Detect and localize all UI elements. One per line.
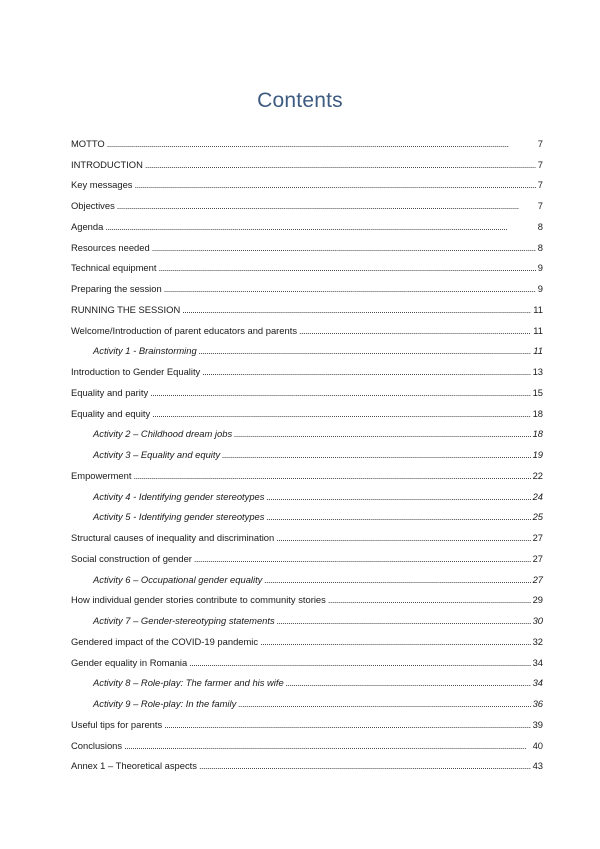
toc-page-number: 18 — [532, 407, 543, 419]
dot-leader — [152, 242, 536, 254]
dot-leader — [260, 636, 530, 648]
dot-leader — [202, 366, 530, 378]
dot-leader — [194, 553, 531, 565]
toc-page-number: 24 — [532, 490, 543, 502]
dot-leader — [266, 511, 530, 523]
dot-leader — [164, 719, 530, 731]
dot-leader — [152, 408, 530, 420]
toc-entry-title: Social construction of gender — [71, 552, 192, 564]
toc-entry-title: Activity 5 - Identifying gender stereotypes — [93, 511, 265, 523]
dot-leader — [299, 325, 531, 337]
toc-entry-title: Activity 1 - Brainstorming — [93, 345, 197, 357]
dot-leader — [133, 470, 530, 482]
toc-entry-title: How individual gender stories contribute to community stories — [71, 594, 326, 606]
toc-entry[interactable] — [71, 399, 543, 420]
dot-leader — [199, 760, 531, 772]
toc-page-number: 36 — [532, 698, 543, 709]
toc-entry-title: Agenda — [71, 220, 104, 232]
toc-entry-title: Conclusions — [71, 739, 123, 751]
toc-entry-title: Useful tips for parents — [71, 718, 163, 730]
toc-page-number: 43 — [532, 760, 543, 772]
dot-leader — [266, 491, 530, 503]
toc-entry-title: Activity 9 – Role-play: In the family — [93, 698, 237, 709]
toc-page-number: 34 — [532, 677, 543, 689]
toc-entry[interactable] — [71, 150, 543, 171]
dot-leader — [182, 304, 531, 316]
page-title: Contents — [257, 89, 343, 112]
toc-entry[interactable] — [71, 752, 543, 773]
toc-page-number: 11 — [533, 345, 543, 357]
toc-entry[interactable] — [71, 233, 543, 254]
toc-subentry[interactable] — [71, 503, 543, 524]
toc-page-number: 19 — [532, 449, 543, 460]
toc-entry[interactable] — [71, 274, 543, 295]
dot-leader — [145, 159, 536, 171]
toc-entry-title: Annex 1 – Theoretical aspects — [71, 760, 197, 772]
toc-page-number: 40 — [532, 739, 543, 751]
toc-page-number: 8 — [537, 241, 543, 253]
dot-leader — [277, 615, 531, 627]
toc-entry-title: Activity 6 – Occupational gender equality — [93, 573, 263, 585]
toc-entry-title: Resources needed — [71, 241, 150, 253]
toc-page-number: 34 — [532, 656, 543, 668]
toc-entry[interactable] — [71, 171, 543, 192]
toc-entry-title: Gendered impact of the COVID-19 pandemic — [71, 635, 259, 647]
toc-entry-title: Activity 8 – Role-play: The farmer and his wife — [93, 677, 284, 689]
toc-page-number: 18 — [532, 428, 543, 440]
dot-leader — [189, 657, 530, 669]
toc-entry[interactable] — [71, 212, 543, 233]
toc-page-number: 13 — [532, 366, 543, 377]
dot-leader — [234, 428, 530, 440]
toc-page-number: 32 — [532, 635, 543, 647]
toc-page-number: 30 — [532, 615, 543, 626]
toc-entry-title: Activity 3 – Equality and equity — [93, 449, 221, 460]
toc-entry-title: MOTTO — [71, 137, 105, 149]
toc-page-number: 27 — [532, 573, 543, 585]
toc-entry[interactable] — [71, 648, 543, 669]
dot-leader — [238, 698, 530, 710]
toc-entry-title: RUNNING THE SESSION — [71, 303, 181, 315]
toc-page-number: 11 — [533, 324, 543, 336]
toc-entry-title: Activity 4 - Identifying gender stereotypes — [93, 490, 265, 502]
toc-subentry[interactable] — [71, 689, 543, 710]
toc-entry-title: Equality and equity — [71, 407, 151, 419]
dot-leader — [150, 387, 530, 399]
dot-leader — [164, 283, 536, 295]
toc-entry[interactable] — [71, 544, 543, 565]
dot-leader — [117, 200, 536, 212]
toc-entry[interactable] — [71, 357, 543, 378]
toc-entry[interactable] — [71, 731, 543, 752]
toc-entry-title: Equality and parity — [71, 386, 149, 398]
toc-subentry[interactable] — [71, 565, 543, 586]
toc-page-number: 29 — [532, 594, 543, 606]
toc-entry-title: Technical equipment — [71, 262, 157, 274]
dot-leader — [158, 262, 535, 274]
toc-page-number: 27 — [532, 552, 543, 564]
toc-subentry[interactable] — [71, 606, 543, 627]
dot-leader — [222, 449, 530, 461]
toc-entry-title: Welcome/Introduction of parent educators and parents — [71, 324, 298, 336]
dot-leader — [105, 221, 535, 233]
table-of-contents — [71, 129, 543, 772]
toc-subentry[interactable] — [71, 669, 543, 690]
toc-page-number: 7 — [537, 200, 543, 211]
dot-leader — [328, 594, 531, 606]
toc-entry-title: Empowerment — [71, 469, 132, 481]
dot-leader — [107, 138, 536, 150]
dot-leader — [286, 677, 531, 689]
toc-entry-title: Activity 2 – Childhood dream jobs — [93, 428, 233, 440]
toc-entry-title: Objectives — [71, 200, 115, 211]
toc-page-number: 11 — [533, 303, 543, 315]
toc-entry-title: Key messages — [71, 179, 133, 191]
dot-leader — [124, 740, 530, 752]
toc-entry[interactable] — [71, 378, 543, 399]
toc-entry-title: Introduction to Gender Equality — [71, 366, 201, 377]
toc-entry-title: Structural causes of inequality and discrimination — [71, 532, 275, 543]
toc-entry[interactable] — [71, 523, 543, 544]
toc-subentry[interactable] — [71, 420, 543, 441]
dot-leader — [276, 532, 530, 544]
dot-leader — [264, 574, 530, 586]
toc-page-number: 15 — [532, 386, 543, 398]
toc-subentry[interactable] — [71, 337, 543, 358]
toc-page-number: 7 — [537, 158, 543, 170]
toc-entry-title: Activity 7 – Gender-stereotyping statements — [93, 615, 275, 626]
toc-entry[interactable] — [71, 316, 543, 337]
toc-page-number: 7 — [537, 137, 543, 149]
toc-page-number: 9 — [537, 262, 543, 274]
toc-entry[interactable] — [71, 191, 543, 212]
toc-entry[interactable] — [71, 461, 543, 482]
toc-page-number: 9 — [537, 283, 543, 294]
toc-entry[interactable] — [71, 254, 543, 275]
toc-entry[interactable] — [71, 710, 543, 731]
toc-entry[interactable] — [71, 295, 543, 316]
toc-page-number: 39 — [532, 718, 543, 730]
toc-entry-title: INTRODUCTION — [71, 158, 143, 170]
toc-subentry[interactable] — [71, 440, 543, 461]
toc-entry[interactable] — [71, 586, 543, 607]
toc-page-number: 27 — [532, 532, 543, 543]
toc-entry[interactable] — [71, 129, 543, 150]
toc-page-number: 8 — [537, 220, 543, 232]
toc-subentry[interactable] — [71, 482, 543, 503]
dot-leader — [135, 179, 536, 191]
toc-entry[interactable] — [71, 627, 543, 648]
dot-leader — [199, 345, 532, 357]
toc-entry-title: Preparing the session — [71, 283, 162, 294]
toc-page-number: 7 — [537, 179, 543, 191]
toc-page-number: 25 — [532, 511, 543, 523]
toc-page-number: 22 — [532, 469, 543, 481]
toc-entry-title: Gender equality in Romania — [71, 656, 188, 668]
